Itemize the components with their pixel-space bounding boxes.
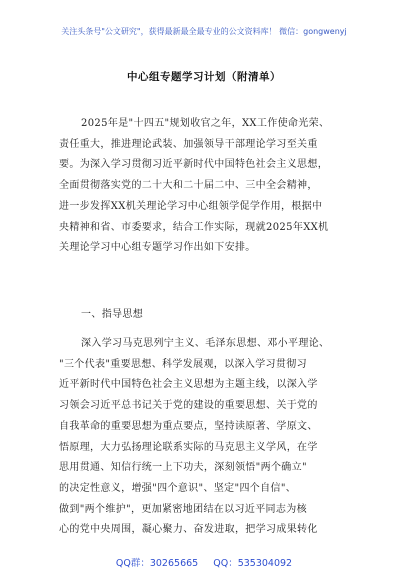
paragraph-line: 自我革命的重要思想为重点要点，坚持读原著、学原文、 [59,420,318,432]
paragraph-line: 2025年是"十四五"规划收官之年，XX工作使命光荣、 [81,118,330,129]
header-banner: 关注头条号"公文研究"，获得最新最全最专业的公文资料库！ 微信：gongwenyj [61,27,347,36]
paragraph-line: 思用贯通、知信行统一上下功夫，深刻领悟"两个确立" [59,462,307,474]
paragraph-line: 责任重大，推进理论武装、加强领导干部理论学习至关重 [59,138,318,150]
paragraph-line: 央精神和省、市委要求，结合工作实际，现就2025年XX机 [59,221,329,233]
paragraph-line: 全面贯彻落实党的二十大和二十届二中、三中全会精神， [59,180,318,192]
section-heading-guiding-thought: 一、指导思想 [81,309,144,320]
paragraph-line: 深入学习马克思列宁主义、毛泽东思想、邓小平理论、 [81,338,330,349]
paragraph-line: 习领会习近平总书记关于党的建设的重要思想、关于党的 [59,400,318,412]
paragraph-line: 近平新时代中国特色社会主义思想为主题主线，以深入学 [59,379,318,391]
qq-number: QQ：535304092 [213,558,293,569]
qq-group-number: QQ群：30265665 [115,558,199,569]
paragraph-line: 的决定性意义，增强"四个意识"、坚定"四个自信"、 [59,482,297,494]
paragraph-line: 要。为深入学习贯彻习近平新时代中国特色社会主义思想， [59,159,329,171]
paragraph-line: 做到"两个维护"，更加紧密地团结在以习近平同志为核 [59,503,307,515]
paragraph-line: 心的党中央周围，凝心聚力、奋发进取，把学习成果转化 [59,524,318,536]
paragraph-line: 关理论学习中心组专题学习作出如下安排。 [59,242,256,254]
paragraph-line: 悟原理，大力弘扬理论联系实际的马克思主义学风，在学 [59,441,318,453]
document-title: 中心组专题学习计划（附清单） [127,71,281,83]
paragraph-line: 进一步发挥XX机关理论学习中心组领学促学作用，根据中 [59,200,323,212]
paragraph-line: "三个代表"重要思想、科学发展观，以深入学习贯彻习 [59,358,307,370]
paragraph-intro [59,114,351,259]
footer-contact [0,555,408,569]
paragraph-guiding-thought [59,334,351,541]
